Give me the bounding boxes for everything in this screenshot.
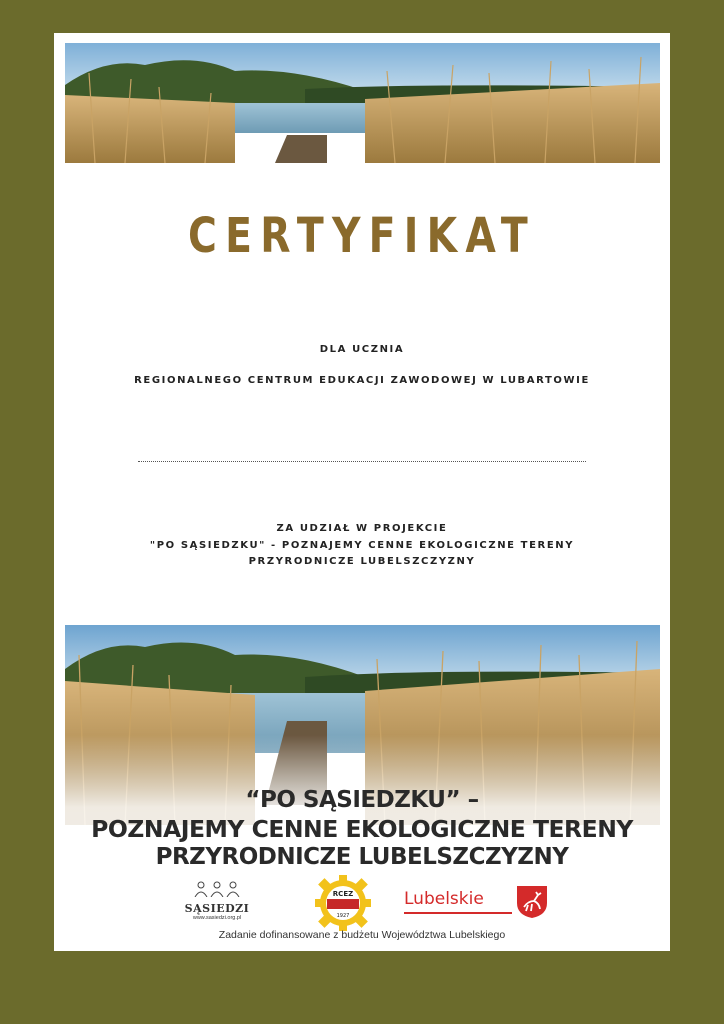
sasiedzi-logo: [182, 881, 252, 921]
banner-line-2: POZNAJEMY CENNE EKOLOGICZNE TERENY: [91, 815, 633, 843]
rcez-year: 1927: [336, 913, 350, 919]
name-blank-line: [138, 461, 586, 462]
certificate-title: CERTYFIKAT: [188, 208, 536, 264]
sasiedzi-name: SĄSIEDZI: [184, 902, 250, 915]
rcez-gear-logo: [315, 875, 371, 931]
rcez-label: RCEZ: [332, 890, 354, 898]
recipient-label: DLA UCZNIA: [319, 344, 405, 355]
lubelskie-underline: [404, 912, 512, 914]
banner-line-1: “PO SĄSIEDZKU” –: [245, 787, 479, 813]
participation-line-2: "PO SĄSIEDZKU" - POZNAJEMY CENNE EKOLOGICZNE TERENY: [149, 540, 575, 551]
participation-line-1: ZA UDZIAŁ W PROJEKCIE: [276, 523, 448, 534]
people-icon: [187, 881, 247, 897]
certificate-page: [54, 33, 670, 951]
sasiedzi-url: www.sasiedzi.org.pl: [192, 915, 242, 921]
banner-line-3: PRZYRODNICZE LUBELSZCZYZNY: [155, 844, 569, 870]
lake-photo-top: [65, 43, 660, 163]
lubelskie-logo-text: Lubelskie: [404, 889, 484, 909]
participation-line-3: PRZYRODNICZE LUBELSZCZYZNY: [248, 556, 476, 567]
funding-note: Zadanie dofinansowane z budżetu Województwa Lubelskiego: [218, 929, 506, 941]
deer-crest-icon: [514, 883, 550, 919]
partner-logos: [54, 875, 670, 925]
school-name: REGIONALNEGO CENTRUM EDUKACJI ZAWODOWEJ W LUBARTOWIE: [134, 375, 590, 386]
